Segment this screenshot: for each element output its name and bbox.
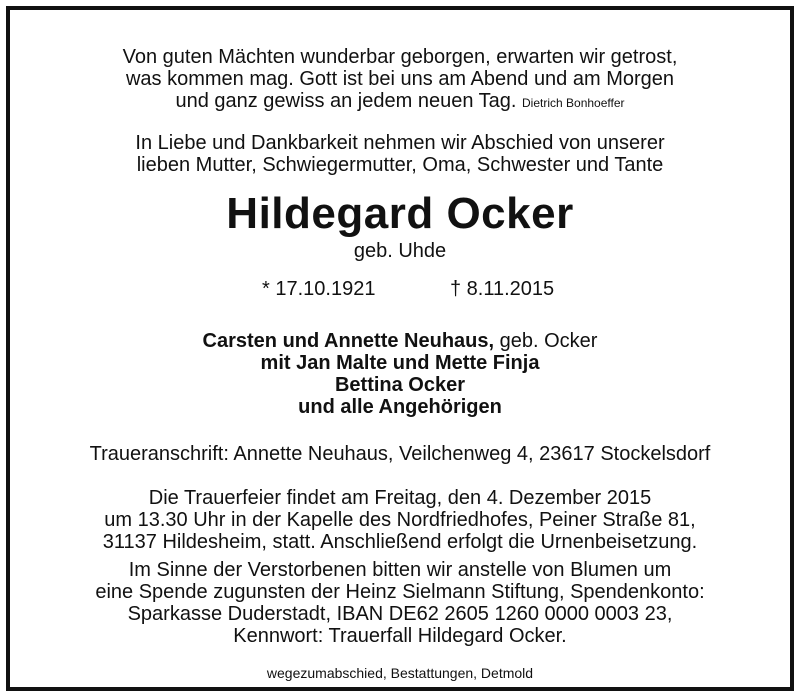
verse-author: Dietrich Bonhoeffer: [522, 96, 625, 110]
donation-line-3: Sparkasse Duderstadt, IBAN DE62 2605 1260 0000 0003 23,: [127, 603, 673, 625]
verse-line-3-text: und ganz gewiss an jedem neuen Tag.: [175, 90, 517, 112]
mourners-line-1: [10, 330, 790, 352]
funeral-ceremony-info: [10, 487, 790, 553]
death-date: † 8.11.2015: [450, 278, 555, 300]
birth-date: * 17.10.1921: [262, 278, 376, 300]
ceremony-line-3: 31137 Hildesheim, statt. Anschließend erfolgt die Urnenbeisetzung.: [102, 531, 698, 553]
verse-line-1: Von guten Mächten wunderbar geborgen, erwarten wir getrost,: [122, 46, 678, 68]
mourners-line-1-maiden: geb. Ocker: [494, 330, 598, 352]
notice-border: [6, 6, 794, 691]
undertaker-credit: wegezumabschied, Bestattungen, Detmold: [266, 665, 534, 681]
verse-line-3: [10, 90, 790, 114]
obituary-notice: [10, 10, 790, 681]
maiden-name: geb. Uhde: [353, 240, 447, 262]
bonhoeffer-verse: [10, 46, 790, 114]
mourning-address: Traueranschrift: Annette Neuhaus, Veilchenweg 4, 23617 Stockelsdorf: [89, 443, 711, 465]
ceremony-line-1: Die Trauerfeier findet am Freitag, den 4. Dezember 2015: [148, 487, 652, 509]
mourners-line-2: mit Jan Malte und Mette Finja: [260, 352, 540, 374]
ceremony-line-2: um 13.30 Uhr in der Kapelle des Nordfriedhofes, Peiner Straße 81,: [104, 509, 696, 531]
intro-line-2: lieben Mutter, Schwiegermutter, Oma, Schwester und Tante: [136, 154, 664, 176]
verse-line-2: was kommen mag. Gott ist bei uns am Abend und am Morgen: [125, 68, 675, 90]
mourners-line-1-names: Carsten und Annette Neuhaus,: [202, 330, 495, 352]
farewell-intro: [10, 132, 790, 176]
life-dates: [10, 278, 790, 300]
mourners-line-4: und alle Angehörigen: [298, 396, 502, 418]
intro-line-1: In Liebe und Dankbarkeit nehmen wir Abschied von unserer: [135, 132, 665, 154]
donation-line-4: Kennwort: Trauerfall Hildegard Ocker.: [233, 625, 567, 647]
mourners: [10, 330, 790, 418]
mourners-line-3: Bettina Ocker: [334, 374, 466, 396]
donation-request: [10, 559, 790, 647]
donation-line-1: Im Sinne der Verstorbenen bitten wir anstelle von Blumen um: [128, 559, 672, 581]
donation-line-2: eine Spende zugunsten der Heinz Sielmann Stiftung, Spendenkonto:: [95, 581, 705, 603]
deceased-name: Hildegard Ocker: [226, 189, 574, 238]
